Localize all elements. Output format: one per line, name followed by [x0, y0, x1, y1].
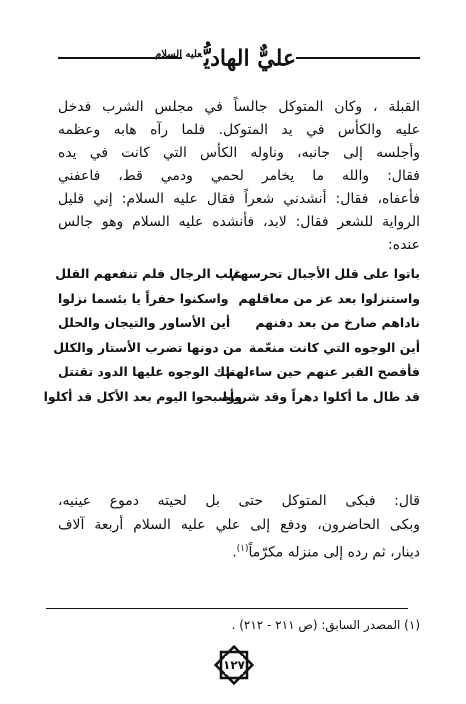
header-rule-right [296, 57, 420, 59]
page-number: ١٢٧ [223, 658, 245, 672]
footnote-separator [46, 608, 408, 609]
page-header [58, 36, 420, 76]
poem-verse [43, 385, 420, 410]
closing-line: قال: فبكى المتوكل حتى بل لحيته دموع عينيه، [58, 493, 420, 509]
body-line: وأجلسه إلى جانبه، وناوله الكأس التي كانت في يده [58, 145, 420, 161]
poem-second-hemistich: تلك الوجوه عليها الدود تقتتل [58, 364, 236, 379]
closing-paragraph [58, 489, 420, 561]
page-number-ornament [214, 645, 254, 685]
body-paragraph [58, 96, 420, 257]
body-line: الرواية للشعر فقال: لابد، فأنشده عليه السلام وهو جالس [58, 214, 420, 230]
closing-period: . [232, 544, 237, 561]
footnote-reference[interactable]: (١) [236, 544, 249, 554]
poem-verse [55, 262, 420, 287]
poem-first-hemistich: باتوا على قلل الأجبال تحرسهم [230, 266, 420, 281]
footnote-text: (١) المصدر السابق: (ص ٢١١ - ٢١٢) . [231, 618, 420, 632]
poem-second-hemistich: غلب الرجال فلم تنفعهم القلل [55, 266, 242, 281]
poem-first-hemistich: قد طال ما أكلوا دهراً وقد شربوا [222, 388, 420, 404]
poem-verse [53, 336, 420, 361]
poem-second-hemistich: من دونها تضرب الأستار والكلل [53, 339, 242, 355]
poem-first-hemistich: فأفصح القبر عنهم حين ساءلهم [226, 364, 420, 379]
poem-verse [58, 287, 420, 312]
running-title-text: عليٌّ الهاديُّ [204, 45, 296, 72]
poem-verse [58, 311, 420, 336]
running-title [155, 40, 296, 73]
poem-first-hemistich: أين الوجوه التي كانت منعّمة [248, 339, 420, 355]
poem [43, 262, 420, 409]
poem-second-hemistich: واسكنوا حفراً يا بئسما نزلوا [58, 290, 229, 306]
body-line: فأعفاه، فقال: أنشدني شعراً فقال عليه السلام: إني قليل [58, 191, 420, 207]
closing-line-final [58, 537, 420, 561]
closing-line-text: دينار، ثم رده إلى منزله مكرّماً [248, 544, 420, 561]
poem-second-hemistich: أين الأساور والتيجان والحلل [58, 315, 231, 330]
body-line: عليه والكأس في يد المتوكل. فلما رآه هابه وعظمه [58, 122, 420, 138]
poem-first-hemistich: واستنزلوا بعد عز من معاقلهم [238, 290, 420, 306]
poem-second-hemistich: وأصبحوا اليوم بعد الأكل قد أكلوا [43, 388, 242, 404]
body-line: فقال: والله ما يخامر لحمي ودمي قط، فاعفني [58, 168, 420, 184]
body-line: عنده: [388, 237, 420, 253]
body-line: القبلة ، وكان المتوكل جالساً في مجلس الشرب فدخل [58, 99, 420, 115]
poem-verse [58, 360, 420, 385]
honorific-mark: عليه السلام [155, 49, 202, 60]
poem-first-hemistich: ناداهم صارخ من بعد دفنهم [255, 315, 420, 330]
closing-line: وبكى الحاضرون، ودفع إلى علي عليه السلام أربعة آلاف [58, 517, 420, 533]
